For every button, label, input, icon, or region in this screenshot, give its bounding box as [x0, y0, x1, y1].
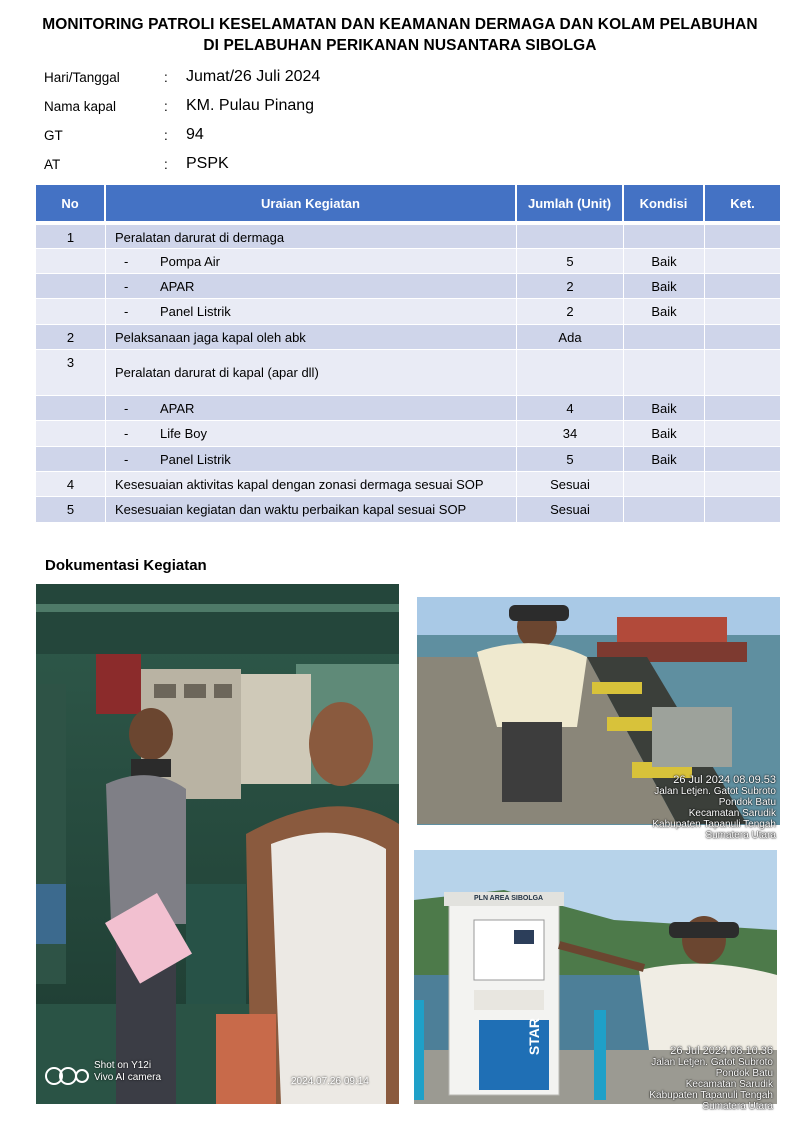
cell-uraian — [106, 299, 517, 324]
item-text: Peralatan darurat di dermaga — [115, 230, 285, 245]
table-header — [36, 185, 780, 221]
stamp-street: Jalan Letjen. Gatot Subroto — [654, 786, 776, 797]
cell-no: 5 — [36, 497, 106, 522]
cell-ket — [705, 497, 780, 522]
header-ket: Ket. — [730, 195, 755, 211]
table-row — [36, 472, 780, 497]
cell-jumlah: 34 — [517, 421, 624, 446]
info-colon: : — [164, 128, 168, 143]
info-colon: : — [164, 157, 168, 172]
cell-jumlah: 5 — [517, 249, 624, 273]
cell-ket — [705, 299, 780, 324]
cell-uraian — [106, 350, 517, 395]
stamp-street: Jalan Letjen. Gatot Subroto — [651, 1057, 773, 1068]
table-row — [36, 299, 780, 325]
sub-item-text: Panel Listrik — [160, 452, 231, 467]
documentation-title: Dokumentasi Kegiatan — [45, 557, 207, 574]
cell-kondisi: Baik — [624, 396, 705, 420]
camera-ai: Vivo AI camera — [94, 1072, 162, 1083]
cell-ket — [705, 472, 780, 496]
photo-timestamp: 2024.07.26 09:14 — [291, 1076, 369, 1087]
cell-kondisi: Baik — [624, 274, 705, 298]
stamp-time: 26 Jul 2024 08.10.36 — [670, 1045, 773, 1057]
header-no: No — [36, 185, 106, 221]
cell-no — [36, 421, 106, 446]
table-body — [36, 225, 780, 523]
cell-uraian — [106, 225, 517, 248]
cell-kondisi — [624, 472, 705, 496]
table-row — [36, 350, 780, 396]
table-row — [36, 325, 780, 350]
cell-ket — [705, 274, 780, 298]
cell-no — [36, 299, 106, 324]
cell-no: 2 — [36, 325, 106, 349]
cell-ket — [705, 249, 780, 273]
sub-item-text: Life Boy — [160, 426, 207, 441]
cell-uraian — [106, 274, 517, 298]
stamp-time: 26 Jul 2024 08.09.53 — [673, 774, 776, 786]
table-row — [36, 249, 780, 274]
cell-no: 1 — [36, 225, 106, 248]
cell-ket — [705, 225, 780, 248]
cell-kondisi: Baik — [624, 299, 705, 324]
cell-jumlah: Ada — [517, 325, 624, 349]
camera-model: Shot on Y12i — [94, 1060, 152, 1071]
activity-table — [36, 185, 780, 523]
sub-item-text: APAR — [160, 279, 195, 294]
sub-item-dash: - — [124, 401, 129, 416]
cell-no — [36, 447, 106, 471]
cell-jumlah: 5 — [517, 447, 624, 471]
item-text: Kesesuaian aktivitas kapal dengan zonasi dermaga sesuai SOP — [115, 477, 484, 492]
cell-ket — [705, 350, 780, 395]
header-uraian: Uraian Kegiatan — [106, 185, 517, 221]
cell-no: 4 — [36, 472, 106, 496]
table-row — [36, 421, 780, 447]
cell-ket — [705, 325, 780, 349]
stamp-regency: Kabupaten Tapanuli Tengah — [652, 819, 776, 830]
document-title — [0, 14, 800, 56]
geo-stamp — [649, 1046, 773, 1112]
pln-sign: PLN AREA SIBOLGA — [474, 895, 544, 902]
sub-item-dash: - — [124, 304, 129, 319]
info-label: Nama kapal — [44, 99, 117, 114]
engine-room-image — [36, 584, 399, 1104]
camera-logo-icon — [44, 1062, 90, 1090]
title-line-2: DI PELABUHAN PERIKANAN NUSANTARA SIBOLGA — [203, 37, 597, 54]
cell-jumlah: 4 — [517, 396, 624, 420]
stamp-district: Kecamatan Sarudik — [688, 808, 776, 819]
cell-no: 3 — [36, 350, 106, 395]
star-brand: STAR — [526, 1018, 542, 1056]
info-label: Hari/Tanggal — [44, 70, 120, 85]
header-jumlah: Jumlah (Unit) — [517, 185, 624, 221]
cell-uraian — [106, 325, 517, 349]
cell-ket — [705, 421, 780, 446]
cell-uraian — [106, 497, 517, 522]
cell-kondisi — [624, 350, 705, 395]
stamp-area: Pondok Batu — [715, 1068, 773, 1079]
cell-jumlah — [517, 350, 624, 395]
camera-watermark — [94, 1060, 161, 1084]
cell-no — [36, 274, 106, 298]
sub-item-dash: - — [124, 452, 129, 467]
geo-stamp — [652, 775, 776, 841]
stamp-district: Kecamatan Sarudik — [685, 1079, 773, 1090]
photo-dock-inspection — [417, 597, 780, 841]
cell-no — [36, 249, 106, 273]
sub-item-text: APAR — [160, 401, 195, 416]
sub-item-dash: - — [124, 279, 129, 294]
cell-ket — [705, 396, 780, 420]
cell-jumlah: Sesuai — [517, 472, 624, 496]
cell-jumlah: 2 — [517, 299, 624, 324]
item-text: Kesesuaian kegiatan dan waktu perbaikan kapal sesuai SOP — [115, 502, 467, 517]
table-row — [36, 447, 780, 472]
stamp-area: Pondok Batu — [718, 797, 776, 808]
item-text: Pelaksanaan jaga kapal oleh abk — [115, 330, 306, 345]
cell-kondisi: Baik — [624, 447, 705, 471]
cell-uraian — [106, 421, 517, 446]
table-row — [36, 497, 780, 523]
info-label: AT — [44, 157, 61, 172]
info-colon: : — [164, 99, 168, 114]
cell-jumlah: Sesuai — [517, 497, 624, 522]
info-colon: : — [164, 70, 168, 85]
sub-item-text: Panel Listrik — [160, 304, 231, 319]
cell-uraian — [106, 249, 517, 273]
info-value: 94 — [186, 126, 204, 143]
stamp-regency: Kabupaten Tapanuli Tengah — [649, 1090, 773, 1101]
cell-no — [36, 396, 106, 420]
info-value: Jumat/26 Juli 2024 — [186, 68, 321, 85]
cell-kondisi — [624, 225, 705, 248]
info-value: KM. Pulau Pinang — [186, 97, 315, 114]
cell-kondisi: Baik — [624, 249, 705, 273]
table-row — [36, 396, 780, 421]
cell-kondisi — [624, 325, 705, 349]
cell-jumlah: 2 — [517, 274, 624, 298]
item-text: Peralatan darurat di kapal (apar dll) — [115, 365, 319, 380]
info-label: GT — [44, 128, 63, 143]
photo-power-station — [414, 850, 777, 1112]
info-value: PSPK — [186, 155, 229, 172]
stamp-province: Sumatera Utara — [702, 1101, 773, 1112]
sub-item-text: Pompa Air — [160, 254, 220, 269]
cell-uraian — [106, 447, 517, 471]
header-kondisi: Kondisi — [624, 185, 705, 221]
cell-uraian — [106, 472, 517, 496]
table-row — [36, 274, 780, 299]
photo-engine-room — [36, 584, 399, 1104]
stamp-province: Sumatera Utara — [705, 830, 776, 841]
cell-uraian — [106, 396, 517, 420]
title-line-1: MONITORING PATROLI KESELAMATAN DAN KEAMANAN DERMAGA DAN KOLAM PELABUHAN — [42, 16, 758, 33]
table-row — [36, 225, 780, 249]
cell-kondisi — [624, 497, 705, 522]
sub-item-dash: - — [124, 426, 129, 441]
cell-kondisi: Baik — [624, 421, 705, 446]
cell-jumlah — [517, 225, 624, 248]
sub-item-dash: - — [124, 254, 129, 269]
cell-ket — [705, 447, 780, 471]
